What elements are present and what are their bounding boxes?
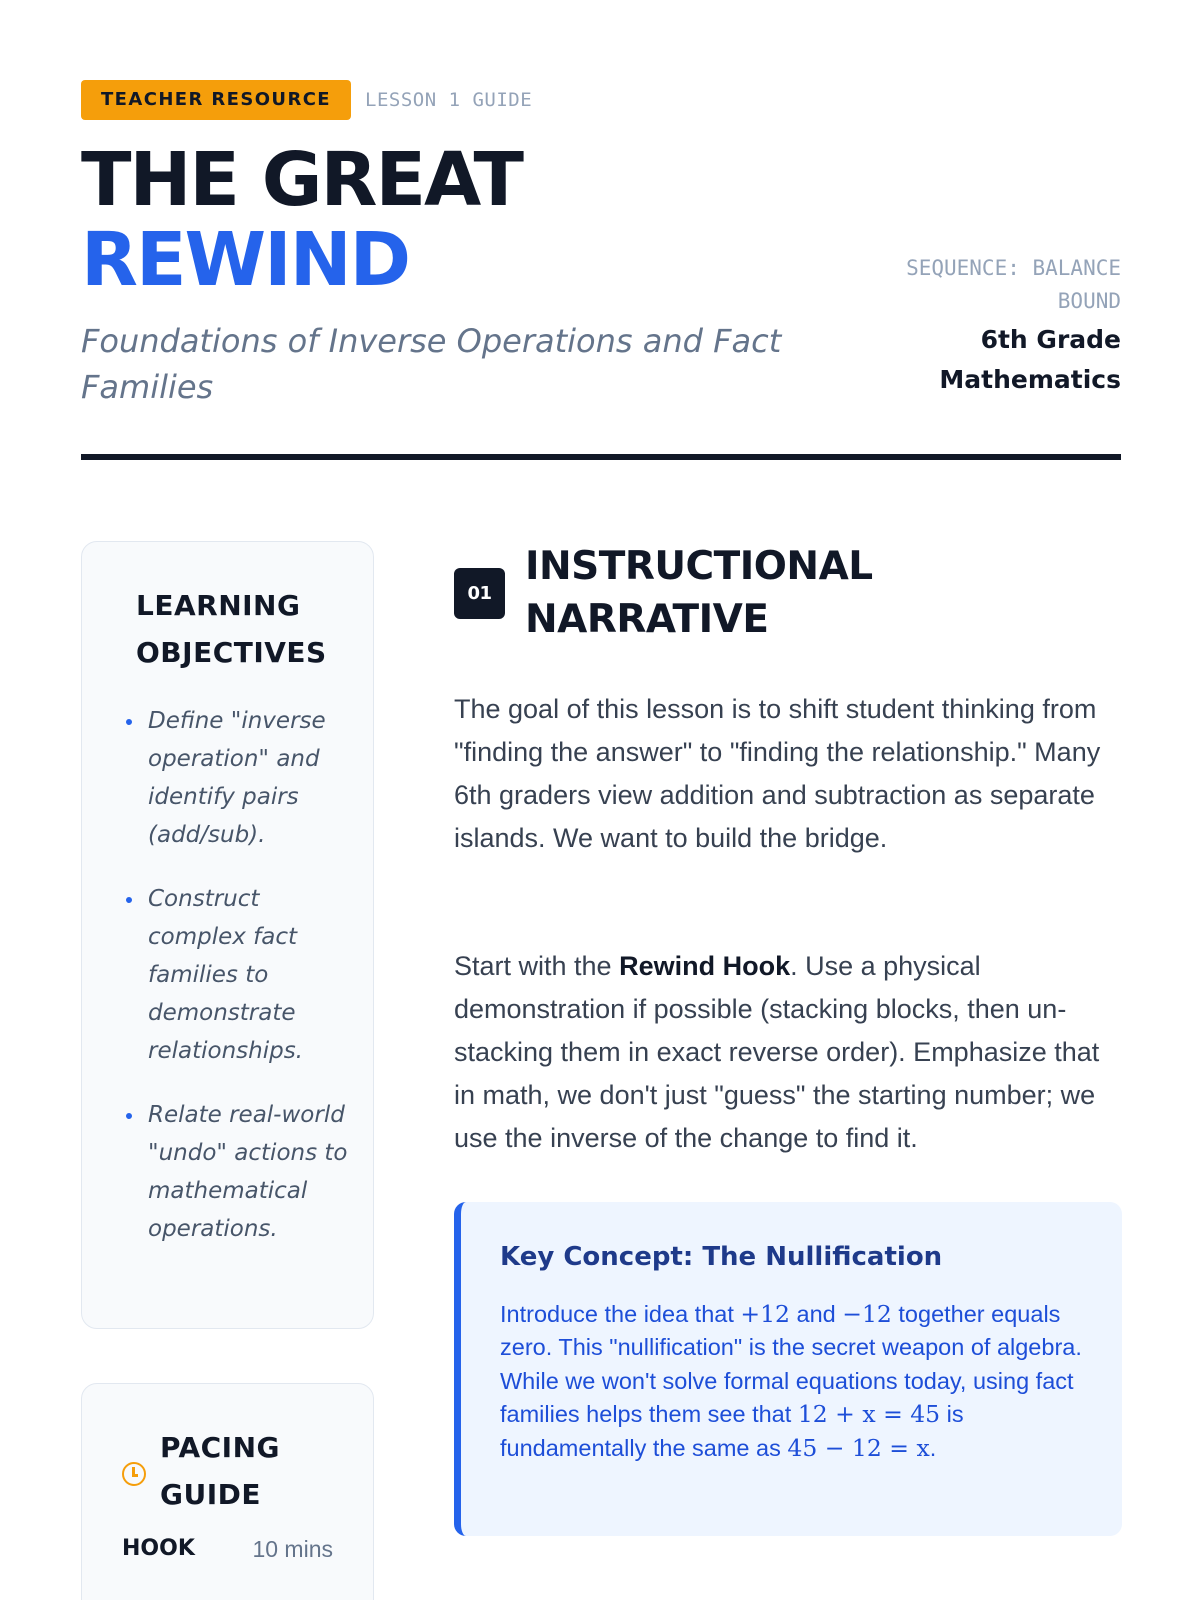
callout-text: . — [929, 1434, 937, 1461]
para2-text-end: . Use a physical demonstration if possible (stacking blocks, then un-stacking them in exact reverse order). Emphasize that in math, we don't just "guess" the starting number; we use the inverse of the change to find it. — [454, 951, 1100, 1153]
pacing-guide-card — [81, 1383, 374, 1600]
objectives-list — [122, 702, 352, 1274]
narrative-paragraph-2 — [454, 945, 1122, 1160]
title-line-1: THE GREAT — [81, 137, 522, 223]
lesson-tag: LESSON 1 GUIDE — [365, 89, 533, 111]
title-line-2: REWIND — [81, 217, 410, 303]
math-expression: 45 − 12 = x — [787, 1433, 930, 1462]
math-expression: 12 + x = 45 — [797, 1400, 941, 1429]
math-expression: +12 — [740, 1300, 790, 1328]
pacing-heading: PACING GUIDE — [160, 1431, 281, 1511]
callout-text: and — [790, 1301, 843, 1327]
para2-text-start: Start with the — [454, 951, 620, 981]
key-concept-callout — [454, 1202, 1122, 1536]
header-divider — [81, 454, 1121, 460]
pacing-time: 10 mins — [252, 1536, 333, 1562]
math-expression: −12 — [842, 1300, 892, 1328]
page-header — [81, 80, 1121, 410]
callout-text: together equals zero. This "nullification" is the secret weapon of algebra. While we won't solve formal equations today, using fact families helps them see that — [500, 1301, 1082, 1428]
callout-title: Key Concept: The Nullification — [500, 1242, 943, 1272]
callout-text: Introduce the idea that — [500, 1301, 741, 1327]
objectives-heading: LEARNING OBJECTIVES — [136, 589, 327, 669]
narrative-paragraph-1: The goal of this lesson is to shift student thinking from "finding the answer" to "finding the relationship." Many 6th graders view addition and subtraction as separate islands. We want to build the bridge. — [454, 694, 1101, 853]
page-subtitle: Foundations of Inverse Operations and Fact Families — [81, 322, 782, 406]
objective-item: Construct complex fact families to demonstrate relationships. — [122, 880, 352, 1070]
section-title: INSTRUCTIONAL NARRATIVE — [525, 544, 873, 642]
clock-icon — [122, 1462, 146, 1486]
teacher-resource-badge: TEACHER RESOURCE — [81, 80, 351, 120]
objective-item: Define "inverse operation" and identify pairs (add/sub). — [122, 702, 352, 854]
badge-row — [81, 80, 1121, 120]
callout-body — [500, 1298, 1100, 1465]
section-number-badge: 01 — [454, 568, 505, 619]
objective-item: Relate real-world "undo" actions to mathematical operations. — [122, 1096, 352, 1248]
sequence-label: SEQUENCE: BALANCE BOUND — [906, 256, 1121, 313]
rewind-hook-term: Rewind Hook — [619, 951, 791, 981]
grade-label: 6th Grade Mathematics — [939, 325, 1121, 394]
learning-objectives-card — [81, 541, 374, 1329]
header-meta — [861, 252, 1121, 400]
callout-text: is fundamentally the same as — [500, 1401, 964, 1461]
pacing-phase: HOOK — [122, 1536, 195, 1561]
